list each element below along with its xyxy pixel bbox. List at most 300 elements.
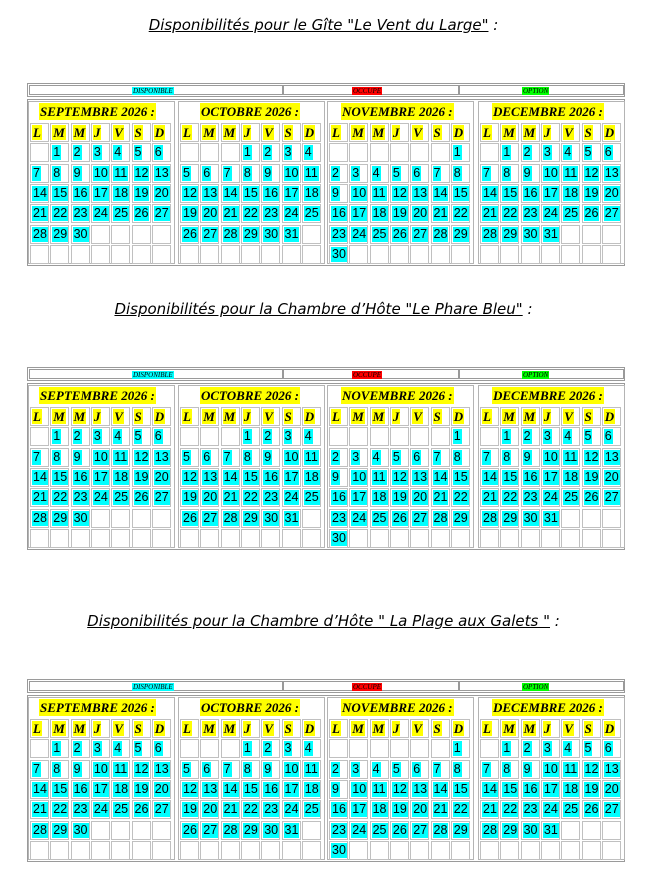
weekday-label: D bbox=[154, 721, 165, 736]
day-cell bbox=[410, 760, 429, 779]
weekday-cell bbox=[410, 407, 429, 426]
day-number: 24 bbox=[93, 802, 108, 817]
day-number: 31 bbox=[543, 226, 558, 241]
day-number: 5 bbox=[183, 761, 190, 776]
weekday-cell bbox=[71, 407, 90, 426]
day-number: 12 bbox=[584, 449, 599, 464]
day-cell bbox=[521, 780, 540, 799]
day-number: 2 bbox=[332, 449, 339, 464]
day-number: 4 bbox=[304, 429, 312, 444]
day-cell bbox=[329, 821, 348, 840]
weekday-cell bbox=[111, 407, 130, 426]
day-cell bbox=[91, 780, 110, 799]
day-cell bbox=[71, 184, 90, 203]
day-number: 10 bbox=[352, 781, 367, 796]
day-number: 6 bbox=[604, 145, 612, 160]
month-title: NOVEMBRE 2026 : bbox=[342, 388, 453, 403]
day-number: 30 bbox=[73, 822, 88, 837]
day-cell bbox=[561, 184, 580, 203]
weekday-cell bbox=[410, 719, 429, 738]
weekday-cell bbox=[221, 719, 240, 738]
empty-cell bbox=[71, 841, 90, 860]
empty-cell bbox=[111, 225, 130, 244]
day-number: 27 bbox=[604, 206, 619, 221]
day-number: 26 bbox=[584, 802, 599, 817]
day-number: 13 bbox=[413, 185, 428, 200]
day-cell bbox=[200, 225, 219, 244]
day-cell bbox=[329, 204, 348, 223]
day-cell bbox=[541, 821, 560, 840]
day-number: 2 bbox=[523, 429, 531, 444]
weekday-label: L bbox=[483, 721, 491, 736]
day-cell bbox=[410, 204, 429, 223]
day-number: 16 bbox=[523, 185, 538, 200]
day-cell bbox=[521, 509, 540, 528]
weekday-label: J bbox=[243, 409, 251, 424]
day-number: 18 bbox=[564, 469, 579, 484]
day-cell bbox=[91, 468, 110, 487]
day-cell bbox=[71, 143, 90, 162]
empty-cell bbox=[541, 841, 560, 860]
empty-cell bbox=[582, 821, 601, 840]
empty-cell bbox=[302, 529, 321, 548]
weekday-label: D bbox=[453, 409, 464, 424]
day-cell bbox=[480, 184, 499, 203]
day-number: 31 bbox=[284, 226, 299, 241]
day-number: 12 bbox=[392, 185, 407, 200]
weekday-cell bbox=[329, 123, 348, 142]
day-cell bbox=[521, 184, 540, 203]
day-cell bbox=[30, 225, 49, 244]
empty-cell bbox=[302, 841, 321, 860]
day-cell bbox=[111, 800, 130, 819]
day-cell bbox=[390, 821, 409, 840]
day-number: 26 bbox=[392, 822, 407, 837]
day-number: 5 bbox=[183, 449, 190, 464]
weekday-label: V bbox=[413, 409, 422, 424]
day-cell bbox=[261, 780, 280, 799]
day-number: 29 bbox=[453, 510, 468, 525]
weekday-cell bbox=[521, 719, 540, 738]
weekday-cell bbox=[602, 719, 621, 738]
day-number: 12 bbox=[392, 781, 407, 796]
day-number: 28 bbox=[33, 510, 47, 525]
empty-cell bbox=[521, 529, 540, 548]
weekday-label: D bbox=[304, 721, 315, 736]
weekday-cell bbox=[500, 407, 519, 426]
weekday-cell bbox=[390, 719, 409, 738]
day-cell bbox=[390, 184, 409, 203]
day-number: 7 bbox=[433, 165, 441, 180]
day-number: 18 bbox=[372, 802, 387, 817]
empty-cell bbox=[152, 841, 171, 860]
day-cell bbox=[282, 800, 301, 819]
empty-cell bbox=[302, 245, 321, 264]
empty-cell bbox=[30, 245, 49, 264]
day-number: 15 bbox=[453, 185, 468, 200]
legend-cell-option bbox=[459, 369, 624, 379]
day-number: 11 bbox=[114, 165, 128, 180]
empty-cell bbox=[370, 739, 389, 758]
day-cell bbox=[521, 448, 540, 467]
section-title-suffix: : bbox=[522, 300, 533, 318]
weekday-cell bbox=[390, 123, 409, 142]
empty-cell bbox=[582, 245, 601, 264]
legend-label-option: OPTION bbox=[523, 371, 549, 379]
weekday-cell bbox=[71, 719, 90, 738]
day-number: 6 bbox=[154, 429, 162, 444]
legend-label-option: OPTION bbox=[523, 683, 549, 691]
day-number: 14 bbox=[483, 781, 497, 796]
weekday-label: L bbox=[33, 409, 41, 424]
day-cell bbox=[302, 780, 321, 799]
day-cell bbox=[561, 780, 580, 799]
day-cell bbox=[71, 821, 90, 840]
day-number: 24 bbox=[352, 822, 367, 837]
day-number: 25 bbox=[372, 510, 387, 525]
day-number: 31 bbox=[284, 510, 299, 525]
empty-cell bbox=[561, 509, 580, 528]
day-number: 29 bbox=[243, 822, 258, 837]
day-cell bbox=[261, 448, 280, 467]
day-number: 9 bbox=[73, 165, 81, 180]
day-number: 10 bbox=[93, 449, 108, 464]
weekday-cell bbox=[221, 407, 240, 426]
day-cell bbox=[261, 164, 280, 183]
day-number: 17 bbox=[352, 490, 367, 505]
day-cell bbox=[500, 448, 519, 467]
weekday-cell bbox=[152, 123, 171, 142]
day-number: 8 bbox=[453, 449, 461, 464]
weekday-label: V bbox=[564, 409, 573, 424]
day-cell bbox=[480, 225, 499, 244]
day-cell bbox=[390, 225, 409, 244]
weekday-label: M bbox=[523, 409, 536, 424]
weekday-cell bbox=[180, 123, 199, 142]
day-cell bbox=[50, 164, 69, 183]
weekday-cell bbox=[282, 407, 301, 426]
day-number: 8 bbox=[503, 761, 511, 776]
empty-cell bbox=[200, 841, 219, 860]
month-calendar bbox=[28, 101, 175, 264]
day-cell bbox=[370, 225, 389, 244]
day-number: 27 bbox=[604, 490, 619, 505]
day-number: 1 bbox=[53, 741, 61, 756]
month-calendar bbox=[327, 697, 474, 860]
day-number: 16 bbox=[332, 206, 346, 221]
day-cell bbox=[302, 760, 321, 779]
day-cell bbox=[390, 800, 409, 819]
day-cell bbox=[410, 164, 429, 183]
day-number: 25 bbox=[564, 206, 579, 221]
empty-cell bbox=[30, 427, 49, 446]
day-cell bbox=[349, 488, 368, 507]
month-title: OCTOBRE 2026 : bbox=[201, 700, 299, 715]
day-number: 18 bbox=[304, 185, 319, 200]
day-number: 13 bbox=[203, 469, 218, 484]
day-cell bbox=[282, 468, 301, 487]
empty-cell bbox=[30, 529, 49, 548]
day-cell bbox=[582, 184, 601, 203]
day-cell bbox=[302, 204, 321, 223]
day-cell bbox=[410, 509, 429, 528]
day-number: 12 bbox=[134, 449, 149, 464]
day-cell bbox=[370, 800, 389, 819]
day-cell bbox=[500, 488, 519, 507]
day-number: 28 bbox=[433, 822, 448, 837]
day-cell bbox=[241, 468, 260, 487]
day-number: 17 bbox=[352, 802, 367, 817]
day-number: 26 bbox=[183, 226, 197, 241]
day-number: 12 bbox=[584, 165, 599, 180]
day-cell bbox=[541, 488, 560, 507]
day-number: 24 bbox=[284, 206, 299, 221]
weekday-cell bbox=[30, 407, 49, 426]
day-number: 29 bbox=[503, 226, 518, 241]
day-cell bbox=[132, 488, 151, 507]
empty-cell bbox=[282, 841, 301, 860]
day-cell bbox=[71, 448, 90, 467]
day-cell bbox=[241, 800, 260, 819]
day-number: 26 bbox=[183, 510, 197, 525]
empty-cell bbox=[221, 529, 240, 548]
day-cell bbox=[221, 800, 240, 819]
day-cell bbox=[451, 204, 470, 223]
day-number: 19 bbox=[183, 490, 197, 505]
day-cell bbox=[561, 448, 580, 467]
day-cell bbox=[132, 143, 151, 162]
day-number: 27 bbox=[154, 206, 169, 221]
day-number: 18 bbox=[564, 185, 579, 200]
day-number: 5 bbox=[392, 165, 400, 180]
day-cell bbox=[180, 800, 199, 819]
day-number: 8 bbox=[243, 761, 251, 776]
day-cell bbox=[500, 143, 519, 162]
day-cell bbox=[132, 760, 151, 779]
weekday-cell bbox=[50, 719, 69, 738]
day-number: 20 bbox=[154, 781, 169, 796]
day-number: 14 bbox=[33, 781, 47, 796]
weekday-label: L bbox=[33, 721, 41, 736]
empty-cell bbox=[390, 245, 409, 264]
months-table bbox=[27, 99, 625, 266]
day-number: 22 bbox=[53, 490, 68, 505]
day-cell bbox=[111, 488, 130, 507]
day-cell bbox=[50, 509, 69, 528]
day-number: 13 bbox=[154, 165, 169, 180]
day-cell bbox=[261, 821, 280, 840]
day-number: 13 bbox=[154, 761, 169, 776]
weekday-label: D bbox=[604, 721, 615, 736]
day-cell bbox=[91, 739, 110, 758]
weekday-label: L bbox=[183, 409, 191, 424]
weekday-label: D bbox=[604, 125, 615, 140]
day-cell bbox=[132, 800, 151, 819]
empty-cell bbox=[50, 841, 69, 860]
day-cell bbox=[541, 184, 560, 203]
day-number: 11 bbox=[304, 761, 318, 776]
day-cell bbox=[91, 143, 110, 162]
day-number: 12 bbox=[134, 165, 149, 180]
month-title: DECEMBRE 2026 : bbox=[493, 104, 603, 119]
day-number: 23 bbox=[523, 802, 538, 817]
day-number: 26 bbox=[134, 490, 149, 505]
day-cell bbox=[500, 780, 519, 799]
day-number: 15 bbox=[243, 185, 258, 200]
weekday-label: L bbox=[483, 125, 491, 140]
day-number: 11 bbox=[564, 165, 578, 180]
weekday-label: J bbox=[93, 125, 101, 140]
section-title-suffix: : bbox=[549, 612, 560, 630]
day-number: 23 bbox=[264, 802, 279, 817]
day-cell bbox=[282, 164, 301, 183]
day-cell bbox=[349, 821, 368, 840]
empty-cell bbox=[349, 245, 368, 264]
day-number: 12 bbox=[134, 761, 149, 776]
day-number: 21 bbox=[223, 802, 238, 817]
day-number: 9 bbox=[332, 469, 339, 484]
day-cell bbox=[241, 448, 260, 467]
day-cell bbox=[241, 821, 260, 840]
empty-cell bbox=[30, 143, 49, 162]
weekday-label: M bbox=[352, 125, 364, 140]
day-number: 9 bbox=[264, 761, 272, 776]
day-cell bbox=[602, 739, 621, 758]
day-number: 10 bbox=[93, 761, 108, 776]
empty-cell bbox=[282, 245, 301, 264]
section-title-text: Disponibilités pour le Gîte "Le Vent du Large" bbox=[148, 16, 489, 34]
day-cell bbox=[282, 509, 301, 528]
day-cell bbox=[50, 448, 69, 467]
weekday-cell bbox=[431, 719, 450, 738]
empty-cell bbox=[200, 143, 219, 162]
day-cell bbox=[152, 448, 171, 467]
day-number: 16 bbox=[264, 469, 279, 484]
empty-cell bbox=[480, 245, 499, 264]
weekday-cell bbox=[480, 407, 499, 426]
empty-cell bbox=[241, 245, 260, 264]
section-title-text: Disponibilités pour la Chambre d’Hôte "Le Phare Bleu" bbox=[114, 300, 523, 318]
empty-cell bbox=[431, 427, 450, 446]
legend-bar bbox=[27, 367, 625, 381]
day-number: 6 bbox=[413, 449, 421, 464]
weekday-label: S bbox=[433, 125, 441, 140]
day-cell bbox=[50, 143, 69, 162]
weekday-label: L bbox=[33, 125, 41, 140]
day-number: 9 bbox=[332, 781, 339, 796]
day-cell bbox=[71, 800, 90, 819]
day-number: 8 bbox=[53, 165, 61, 180]
day-cell bbox=[451, 468, 470, 487]
day-number: 20 bbox=[203, 206, 218, 221]
month-calendar bbox=[478, 697, 625, 860]
day-number: 7 bbox=[33, 761, 40, 776]
day-cell bbox=[282, 225, 301, 244]
day-number: 19 bbox=[392, 206, 407, 221]
weekday-label: S bbox=[584, 125, 592, 140]
weekday-cell bbox=[241, 123, 260, 142]
day-cell bbox=[480, 800, 499, 819]
day-cell bbox=[541, 204, 560, 223]
day-cell bbox=[282, 184, 301, 203]
day-cell bbox=[152, 780, 171, 799]
empty-cell bbox=[111, 529, 130, 548]
weekday-cell bbox=[302, 407, 321, 426]
day-cell bbox=[111, 143, 130, 162]
empty-cell bbox=[132, 509, 151, 528]
weekday-label: M bbox=[73, 125, 86, 140]
day-cell bbox=[410, 488, 429, 507]
weekday-cell bbox=[261, 407, 280, 426]
day-cell bbox=[221, 488, 240, 507]
day-cell bbox=[302, 468, 321, 487]
weekday-cell bbox=[370, 407, 389, 426]
day-number: 18 bbox=[114, 469, 129, 484]
day-cell bbox=[329, 509, 348, 528]
weekday-label: M bbox=[372, 721, 385, 736]
day-cell bbox=[521, 760, 540, 779]
weekday-label: M bbox=[53, 721, 65, 736]
day-cell bbox=[221, 204, 240, 223]
day-number: 28 bbox=[483, 226, 497, 241]
day-cell bbox=[431, 488, 450, 507]
day-number: 19 bbox=[584, 781, 599, 796]
day-cell bbox=[480, 204, 499, 223]
day-cell bbox=[221, 509, 240, 528]
weekday-cell bbox=[152, 407, 171, 426]
day-cell bbox=[282, 821, 301, 840]
day-cell bbox=[302, 164, 321, 183]
day-number: 26 bbox=[183, 822, 197, 837]
day-cell bbox=[302, 800, 321, 819]
weekday-cell bbox=[302, 123, 321, 142]
day-number: 29 bbox=[503, 510, 518, 525]
day-cell bbox=[451, 739, 470, 758]
day-cell bbox=[50, 427, 69, 446]
day-cell bbox=[180, 164, 199, 183]
day-cell bbox=[582, 760, 601, 779]
empty-cell bbox=[132, 529, 151, 548]
day-number: 17 bbox=[93, 185, 108, 200]
day-number: 14 bbox=[33, 469, 47, 484]
day-number: 1 bbox=[53, 145, 61, 160]
day-number: 1 bbox=[453, 429, 461, 444]
day-number: 21 bbox=[483, 802, 497, 817]
day-cell bbox=[261, 800, 280, 819]
day-number: 7 bbox=[483, 449, 490, 464]
day-cell bbox=[180, 760, 199, 779]
empty-cell bbox=[349, 427, 368, 446]
day-number: 22 bbox=[453, 206, 468, 221]
day-cell bbox=[71, 164, 90, 183]
day-number: 22 bbox=[243, 490, 258, 505]
day-cell bbox=[582, 448, 601, 467]
day-number: 20 bbox=[203, 490, 218, 505]
empty-cell bbox=[349, 143, 368, 162]
empty-cell bbox=[111, 245, 130, 264]
day-number: 18 bbox=[564, 781, 579, 796]
empty-cell bbox=[410, 143, 429, 162]
day-number: 3 bbox=[93, 741, 101, 756]
day-number: 4 bbox=[372, 165, 380, 180]
weekday-cell bbox=[71, 123, 90, 142]
day-cell bbox=[152, 760, 171, 779]
empty-cell bbox=[91, 841, 110, 860]
day-number: 1 bbox=[503, 145, 511, 160]
empty-cell bbox=[370, 245, 389, 264]
day-cell bbox=[500, 509, 519, 528]
day-number: 16 bbox=[264, 781, 279, 796]
